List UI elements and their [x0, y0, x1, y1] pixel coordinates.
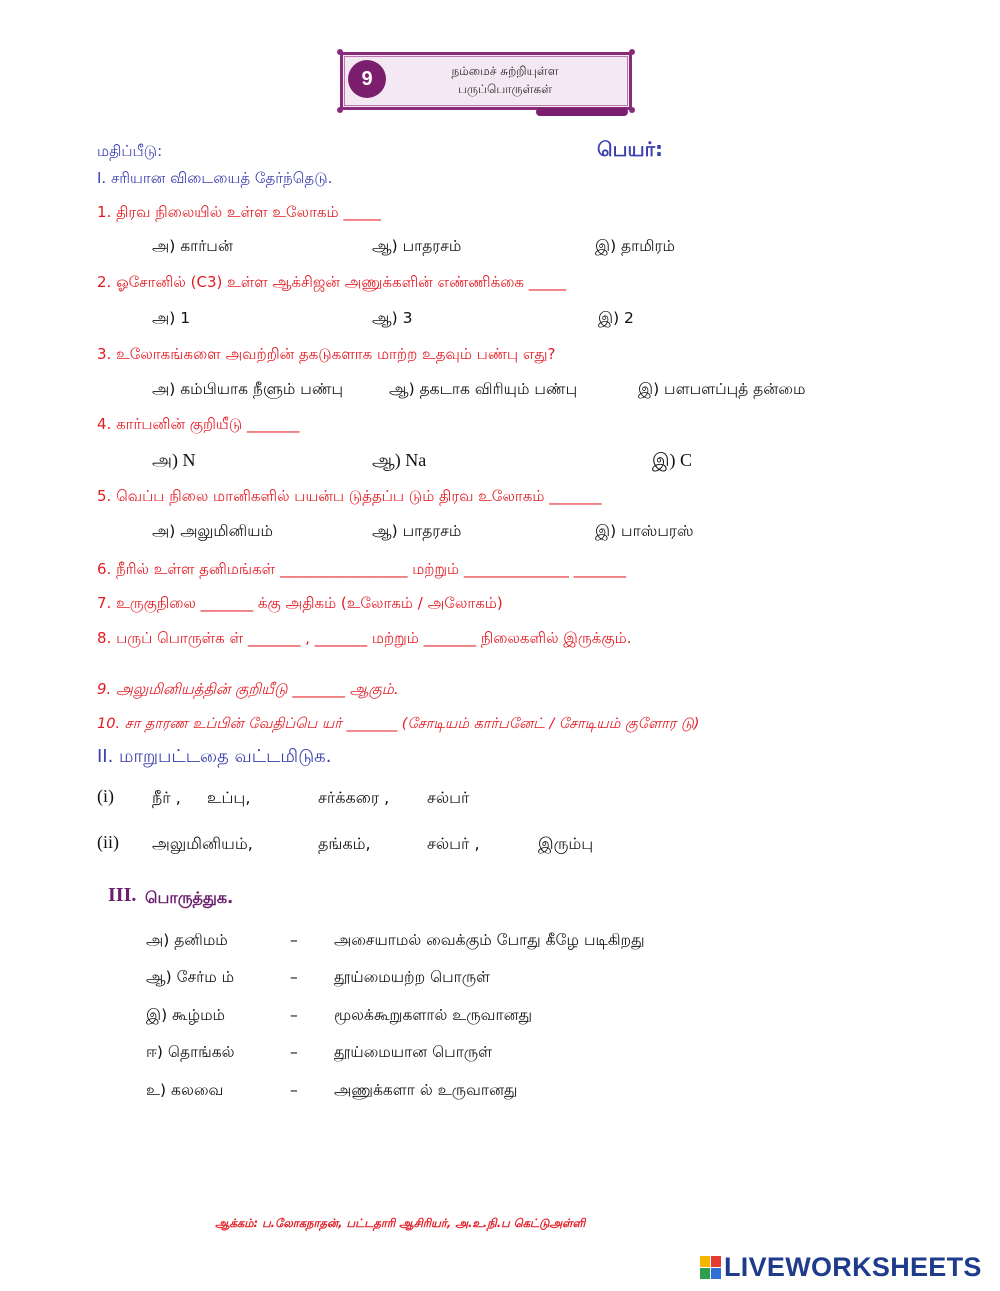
- odd-row-1-item-2[interactable]: உப்பு,: [207, 788, 251, 807]
- odd-row-2-item-3[interactable]: சல்பர் ,: [427, 834, 480, 853]
- odd-row-1-item-4[interactable]: சல்பர்: [427, 788, 470, 807]
- match-right-3[interactable]: மூலக்கூறுகளால் உருவானது: [334, 1006, 533, 1024]
- question-2: 2. ஓசோனில் (C3) உள்ள ஆக்சிஜன் அணுக்களின் எண்ணிக்கை _____: [97, 273, 567, 291]
- question-4: 4. கார்பனின் குறியீடு _______: [97, 415, 300, 433]
- footer-credit: ஆக்கம்: ப.லோகநாதன், பட்டதாரி ஆசிரியர், அ.உ.நி.ப கெட்டுஅள்ளி: [215, 1216, 586, 1230]
- chapter-number: 9: [348, 60, 386, 98]
- chapter-badge: [340, 52, 632, 110]
- match-left-3[interactable]: இ) கூழ்மம்: [146, 1006, 226, 1024]
- section3-heading: பொருத்துக.: [145, 888, 234, 907]
- match-right-2[interactable]: தூய்மையற்ற பொருள்: [334, 968, 491, 986]
- question-5: 5. வெப்ப நிலை மானிகளில் பயன்ப டுத்தப்ப டும் திரவ உலோகம் _______: [97, 487, 602, 505]
- q1-option-a[interactable]: அ) கார்பன்: [152, 237, 233, 255]
- q1-option-b[interactable]: ஆ) பாதரசம்: [372, 237, 462, 255]
- q3-option-b[interactable]: ஆ) தகடாக விரியும் பண்பு: [389, 380, 578, 398]
- question-1: 1. திரவ நிலையில் உள்ள உலோகம் _____: [97, 203, 381, 221]
- odd-row-1-number: (i): [97, 786, 114, 806]
- match-dash-4: –: [290, 1043, 298, 1061]
- odd-row-2-item-1[interactable]: அலுமினியம்,: [152, 834, 253, 853]
- match-left-1[interactable]: அ) தனிமம்: [146, 931, 228, 949]
- match-left-5[interactable]: உ) கலவை: [146, 1081, 224, 1099]
- badge-accent-bar: [536, 108, 628, 116]
- chapter-title-line2: பருப்பொருள்கள்: [458, 82, 552, 96]
- q5-option-c[interactable]: இ) பாஸ்பரஸ்: [595, 522, 694, 540]
- match-dash-1: –: [290, 931, 298, 949]
- score-label: மதிப்பீடு:: [97, 142, 163, 160]
- q5-option-a[interactable]: அ) அலுமினியம்: [152, 522, 273, 540]
- question-6[interactable]: 6. நீரில் உள்ள தனிமங்கள் _________________ மற்றும் ______________ _______: [97, 560, 627, 578]
- match-dash-5: –: [290, 1081, 298, 1099]
- q5-option-b[interactable]: ஆ) பாதரசம்: [372, 522, 462, 540]
- q2-option-c[interactable]: இ) 2: [598, 309, 634, 327]
- odd-row-2-number: (ii): [97, 832, 119, 852]
- q4-option-b[interactable]: ஆ) Na: [372, 450, 427, 470]
- match-left-2[interactable]: ஆ) சேர்ம ம்: [146, 968, 235, 986]
- section1-heading: I. சரியான விடையைத் தேர்ந்தெடு.: [97, 169, 333, 187]
- chapter-title-line1: நம்மைச் சுற்றியுள்ள: [451, 64, 559, 78]
- q2-option-b[interactable]: ஆ) 3: [372, 309, 413, 327]
- odd-row-1-item-3[interactable]: சர்க்கரை ,: [318, 788, 390, 807]
- q2-option-a[interactable]: அ) 1: [152, 309, 191, 327]
- q4-option-a[interactable]: அ) N: [152, 450, 196, 470]
- question-10[interactable]: 10. சா தாரண உப்பின் வேதிப்பெ யர் _______ (சோடியம் கார்பனேட் / சோடியம் குளோர டு): [97, 716, 700, 732]
- q1-option-c[interactable]: இ) தாமிரம்: [595, 237, 675, 255]
- question-7[interactable]: 7. உருகுநிலை _______ க்கு அதிகம் (உலோகம் / அலோகம்): [97, 594, 503, 612]
- liveworksheets-brand: LIVEWORKSHEETS: [724, 1252, 982, 1282]
- question-3: 3. உலோகங்களை அவற்றின் தகடுகளாக மாற்ற உதவும் பண்பு எது?: [97, 345, 556, 363]
- match-right-5[interactable]: அணுக்களா ல் உருவானது: [334, 1081, 518, 1099]
- match-right-4[interactable]: தூய்மையான பொருள்: [334, 1043, 493, 1061]
- match-right-1[interactable]: அசையாமல் வைக்கும் போது கீழே படிகிறது: [334, 931, 645, 949]
- q3-option-a[interactable]: அ) கம்பியாக நீளும் பண்பு: [152, 380, 344, 398]
- section2-heading: II. மாறுபட்டதை வட்டமிடுக.: [97, 746, 332, 767]
- question-8[interactable]: 8. பருப் பொருள்க ள் _______ , _______ மற்றும் _______ நிலைகளில் இருக்கும்.: [97, 629, 632, 647]
- q4-option-c[interactable]: இ) C: [652, 450, 693, 470]
- odd-row-2-item-2[interactable]: தங்கம்,: [318, 834, 371, 853]
- liveworksheets-mark-icon: [700, 1256, 722, 1280]
- odd-row-1-item-1[interactable]: நீர் ,: [152, 788, 181, 807]
- name-label: பெயர்:: [597, 137, 664, 161]
- match-dash-2: –: [290, 968, 298, 986]
- odd-row-2-item-4[interactable]: இரும்பு: [538, 834, 594, 853]
- section3-heading-number: III.: [108, 884, 137, 906]
- match-dash-3: –: [290, 1006, 298, 1024]
- q3-option-c[interactable]: இ) பளபளப்புத் தன்மை: [638, 380, 806, 398]
- question-9[interactable]: 9. அலுமினியத்தின் குறியீடு _______ ஆகும்.: [97, 680, 399, 698]
- match-left-4[interactable]: ஈ) தொங்கல்: [146, 1043, 235, 1061]
